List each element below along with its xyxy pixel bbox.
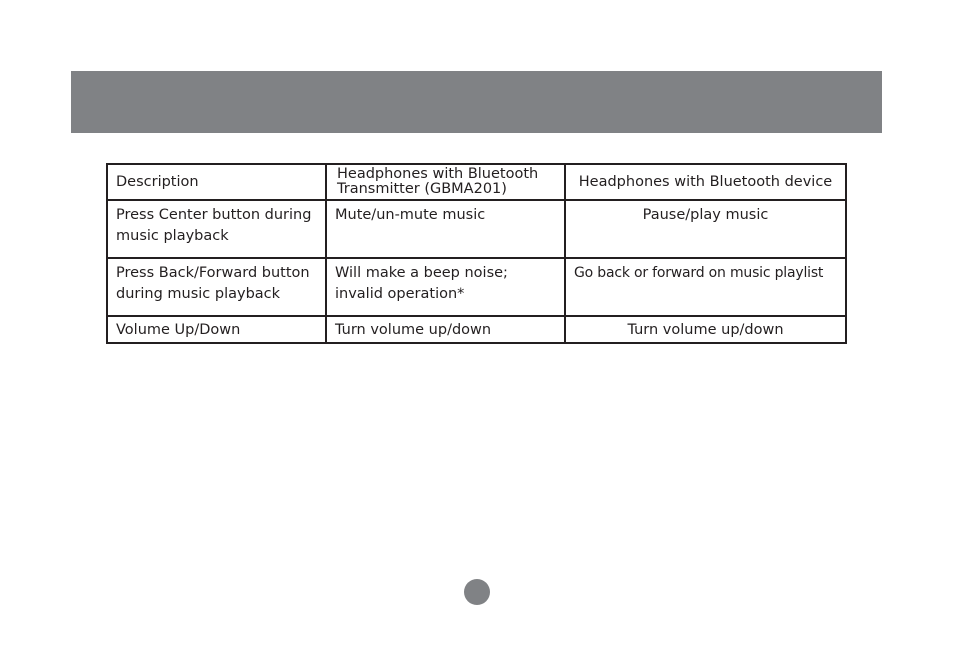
table-header-row xyxy=(107,164,846,200)
feature-comparison-table xyxy=(106,163,847,344)
row-transmitter: Turn volume up/down xyxy=(326,316,565,343)
row-device: Turn volume up/down xyxy=(565,316,846,343)
table-row xyxy=(107,258,846,316)
row-transmitter: Will make a beep noise; invalid operation* xyxy=(326,258,565,316)
page-marker-dot xyxy=(464,579,490,605)
header-transmitter: Headphones with Bluetooth Transmitter (GBMA201) xyxy=(326,164,565,200)
header-description: Description xyxy=(107,164,326,200)
header-band xyxy=(71,71,882,133)
header-device: Headphones with Bluetooth device xyxy=(565,164,846,200)
row-description: Press Center button during music playback xyxy=(107,200,326,258)
table-row xyxy=(107,200,846,258)
row-device: Pause/play music xyxy=(565,200,846,258)
table-row xyxy=(107,316,846,343)
row-description: Volume Up/Down xyxy=(107,316,326,343)
row-description: Press Back/Forward button during music playback xyxy=(107,258,326,316)
row-device: Go back or forward on music playlist xyxy=(565,258,846,316)
row-transmitter: Mute/un-mute music xyxy=(326,200,565,258)
